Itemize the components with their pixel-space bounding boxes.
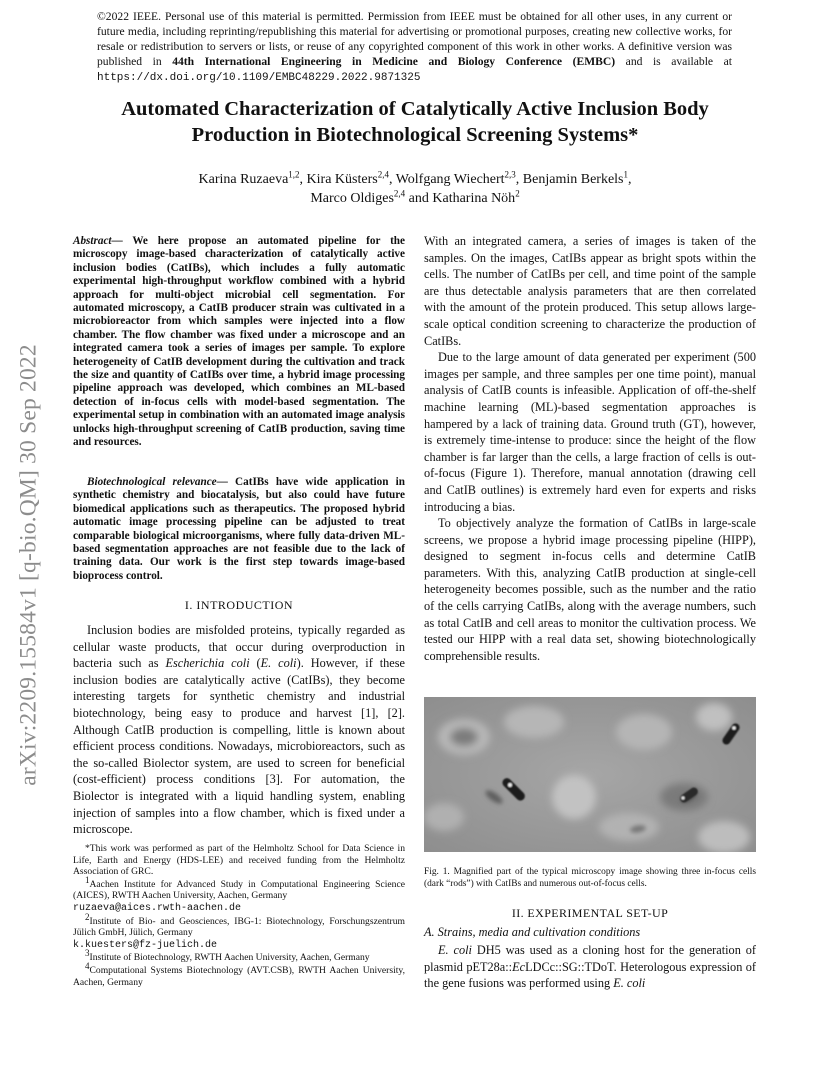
species-name: E. coli [260, 656, 297, 671]
paragraph: Due to the large amount of data generated per experiment (500 images per sample, and three samples per one time point), manual analysis of CatIB counts is infeasible. Application of off-the-shelf machine learning (ML)-based segmentation approaches is hampered by a lack of training data. Ground truth (GT), however, is extremely time-intense to produce: since the height of the flow chamber is far larger than the cells, a large fraction of cells is out-of-focus (Figure 1). Therefore, manual annotation (drawing cell and CatIB outlines) is extremely hard even for experts and risks introducing a bias. [424, 350, 756, 514]
biotech-relevance [73, 476, 405, 583]
author-line-1 [70, 170, 760, 189]
footnote-funding: *This work was performed as part of the Helmholtz School for Data Science in Life, Earth and Energy (HDS-LEE) and received funding from the Helmholtz Association of GRC. [73, 843, 405, 878]
text-run: DH5 was used as a cloning host for the generation of plasmid pET28a:: [424, 943, 756, 974]
copyright-venue: 44th International Engineering in Medicine and Biology Conference (EMBC) [172, 55, 616, 68]
footnote-text: Computational Systems Biotechnology (AVT.CSB), RWTH Aachen University, Aachen, Germany [73, 964, 405, 988]
footnotes [73, 843, 405, 989]
abstract-label: Abstract [73, 235, 112, 247]
author-separator: and [405, 191, 433, 206]
arxiv-sidebar-stamp [14, 265, 44, 865]
introduction-body [73, 622, 405, 838]
footnote-mark: 1 [85, 874, 90, 885]
author-affiliation: 2,4 [377, 169, 389, 180]
text-run: LDCc::SG::TDoT. Heterologous expression of the gene fusions was performed using [424, 959, 756, 991]
arxiv-id: arXiv:2209.15584v1 [q-bio.QM] 30 Sep 2022 [15, 344, 42, 786]
text-run: Inclusion bodies are misfolded proteins, typically regarded as cellular waste products, that occur during overproduction in bacteria such as [73, 623, 405, 671]
paragraph [424, 942, 756, 992]
experimental-body [424, 942, 756, 992]
author-name: Katharina Nöh [432, 191, 516, 206]
author-affiliation: 2 [515, 188, 520, 199]
footnote-4 [73, 960, 405, 988]
species-name: E. coli [438, 943, 472, 957]
subsection-heading: A. Strains, media and cultivation conditions [424, 925, 641, 939]
footnote-text: Aachen Institute for Advanced Study in Computational Engineering Science (AICES), RWTH Aachen University, Aachen, Germany [73, 878, 405, 902]
author-line-2 [70, 189, 760, 208]
copyright-text: ©2022 IEEE. Personal use of this material is permitted. Permission from IEEE must be obtained for all other uses, in any current or future media, including reprinting/republishing this material for advertising or promotional purposes, creating new collective works, for resale or redistribution to servers or lists, or reuse of any copyrighted component of this work in other works. A definitive version was published in [97, 10, 732, 68]
microscopy-figure [424, 697, 756, 852]
doi-link[interactable]: https://dx.doi.org/10.1109/EMBC48229.2022.9871325 [97, 72, 421, 84]
paragraph: With an integrated camera, a series of images is taken of the samples. On the images, CatIBs appear as bright spots within the cells. The number of CatIBs per cell, and time point of the sample are thus detectable analysis parameters that are then correlated with the amount of the protein produced. This setup allows large-scale optical condition screening to characterize the production of CatIBs. [424, 234, 756, 348]
abstract-text: — We here propose an automated pipeline for the microscopy image-based characterization of catalytically active inclusion bodies (CatIBs), which includes a fully automatic experimental high-throughput workflow combined with a hybrid approach for multi-object microbial cell segmentation. For automated microscopy, a CatIB producer strain was cultivated in a microbioreactor from which samples were injected into a flow chamber. The flow chamber was fixed under a microscope and an integrated camera took a series of images per sample. To explore heterogeneity of CatIB development during the cultivation and track the size and quantity of CatIBs over time, a hybrid image processing pipeline approach was developed, which combines an ML-based detection of in-focus cells with model-based segmentation. The experimental setup in combination with an automated image analysis unlocks high-throughput screening of CatIB production, saving time and resources. [73, 235, 405, 449]
copyright-available: and is available at [615, 55, 732, 68]
author-name: Wolfgang Wiechert [395, 172, 505, 187]
email[interactable]: ruzaeva@aices.rwth-aachen.de [73, 902, 242, 914]
author-list [70, 170, 760, 208]
species-name: E. coli [613, 976, 646, 991]
paragraph [73, 622, 405, 838]
text-run: ( [249, 656, 261, 671]
author-affiliation: 2,4 [393, 188, 406, 199]
abstract [73, 235, 405, 450]
figure-caption: Fig. 1. Magnified part of the typical microscopy image showing three in-focus cells (dark “rods”) with CatIBs and numerous out-of-focus cells. [424, 867, 756, 889]
author-name: Benjamin Berkels [522, 172, 624, 187]
footnote-mark: 4 [85, 960, 90, 971]
species-name: Escherichia coli [165, 656, 250, 671]
author-affiliation: 2,3 [504, 169, 516, 180]
author-affiliation: 1 [623, 169, 628, 180]
author-name: Marco Oldiges [310, 191, 394, 206]
author-separator: , [299, 172, 307, 187]
species-abbrev: Ec [512, 959, 526, 974]
relevance-label: Biotechnological relevance [87, 476, 217, 488]
section-heading-experimental: II. EXPERIMENTAL SET-UP [511, 906, 669, 920]
author-affiliation: 1,2 [288, 169, 300, 180]
author-separator: , [628, 172, 632, 187]
relevance-text: — CatIBs have wide application in synthetic chemistry and biocatalysis, but also could have future biomedical applications such as therapeutics. The proposed hybrid automatic image processing pipeline can be adjusted to treat comparable biological microorganisms, where fully data-driven ML-based segmentation approaches are not feasible due to the lack of training data. Our work is the first step towards image-based bioprocess control. [73, 476, 405, 582]
copyright-notice [97, 9, 732, 86]
author-name: Kira Küsters [306, 172, 378, 187]
footnote-2 [73, 911, 405, 952]
paragraph: To objectively analyze the formation of CatIBs in large-scale screens, we propose a hybrid image processing pipeline (HIPP), designed to segment in-focus cells and determine CatIB parameters. With this, analyzing CatIB production at single-cell heterogeneity becomes possible, such as the number and the ratio of the cells carrying CatIBs, along with the average numbers, such as total CatIB and cell areas to monitor the cultivation process. We tested our HIPP with a real data set, showing biotechnologically comprehensible results. [424, 516, 756, 663]
author-separator: , [388, 172, 396, 187]
right-column-body [424, 233, 756, 664]
email[interactable]: k.kuesters@fz-juelich.de [73, 939, 218, 951]
footnote-text: Institute of Biotechnology, RWTH Aachen University, Aachen, Germany [89, 952, 370, 964]
author-separator: , [515, 172, 523, 187]
section-heading-introduction: I. INTRODUCTION [184, 598, 294, 612]
author-name: Karina Ruzaeva [198, 172, 289, 187]
footnote-mark: 2 [85, 911, 90, 922]
footnote-mark: 3 [85, 948, 90, 959]
paper-title: Automated Characterization of Catalytically Active Inclusion Body Production in Biotechnological Screening Systems* [121, 98, 709, 146]
microscopy-image [424, 697, 756, 852]
footnote-1 [73, 874, 405, 915]
footnote-text: Institute of Bio- and Geosciences, IBG-1: Biotechnology, Forschungszentrum Jülich GmbH, Jülich, Germany [73, 915, 405, 939]
text-run: ). However, if these inclusion bodies are catalytically active (CatIBs), they become interesting targets for synthetic chemistry and industrial biotechnology, being easy to produce and harvest [1], [2]. Although CatIB production is compelling, little is known about efficient process conditions. Nowadays, microbioreactors, such as the so-called Biolector system, are used to screen for beneficial (cost-efficient) process conditions [3]. For automation, the Biolector is integrated with a liquid handling system, enabling injection of samples into a flow chamber, which is fixed under a microscope. [73, 656, 406, 837]
footnote-3 [73, 948, 405, 964]
